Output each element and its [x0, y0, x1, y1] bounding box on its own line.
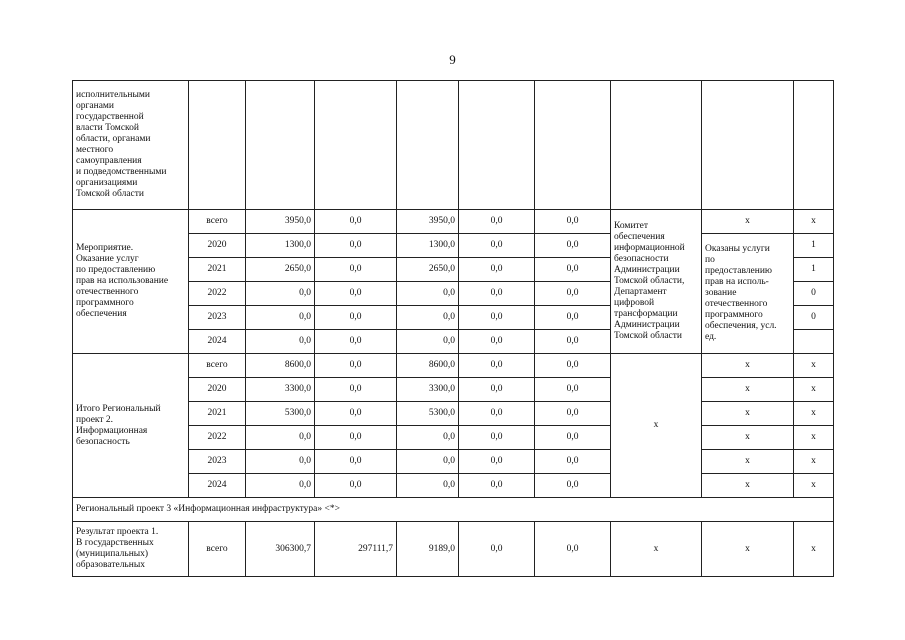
regional-cell: 5300,0 — [397, 402, 459, 426]
year-cell: 2021 — [189, 402, 246, 426]
extrabudget-cell: 0,0 — [535, 450, 611, 474]
extrabudget-cell: 0,0 — [535, 522, 611, 577]
extrabudget-cell: 0,0 — [535, 426, 611, 450]
indicator-cell: x — [702, 426, 794, 450]
indicator-value-cell: x — [794, 354, 834, 378]
regional-cell: 0,0 — [397, 306, 459, 330]
year-cell: всего — [189, 210, 246, 234]
total-cell: 0,0 — [246, 306, 315, 330]
indicator-value-cell: x — [794, 474, 834, 498]
federal-cell: 0,0 — [315, 378, 397, 402]
municipal-cell: 0,0 — [459, 258, 535, 282]
total-cell: 8600,0 — [246, 354, 315, 378]
municipal-cell: 0,0 — [459, 474, 535, 498]
total-cell: 0,0 — [246, 426, 315, 450]
federal-cell: 0,0 — [315, 354, 397, 378]
table-row — [73, 522, 834, 577]
indicator-value-cell — [794, 330, 834, 354]
indicator-value-cell: 0 — [794, 282, 834, 306]
total-cell: 3950,0 — [246, 210, 315, 234]
regional-cell: 0,0 — [397, 474, 459, 498]
program-table — [72, 80, 834, 577]
year-cell: 2023 — [189, 306, 246, 330]
year-cell: 2024 — [189, 330, 246, 354]
total-cell: 0,0 — [246, 282, 315, 306]
municipal-cell: 0,0 — [459, 450, 535, 474]
regional-cell: 3950,0 — [397, 210, 459, 234]
federal-cell: 0,0 — [315, 282, 397, 306]
indicator-cell: x — [702, 354, 794, 378]
extrabudget-cell: 0,0 — [535, 210, 611, 234]
executor-cell: x — [611, 354, 702, 498]
federal-cell: 297111,7 — [315, 522, 397, 577]
total-cell: 0,0 — [246, 474, 315, 498]
table-row — [73, 210, 834, 234]
municipal-cell: 0,0 — [459, 282, 535, 306]
empty-cell — [535, 81, 611, 210]
year-cell: 2024 — [189, 474, 246, 498]
indicator-value-cell: 1 — [794, 258, 834, 282]
table-row — [73, 354, 834, 378]
total-cell: 2650,0 — [246, 258, 315, 282]
indicator-value-cell: x — [794, 402, 834, 426]
federal-cell: 0,0 — [315, 306, 397, 330]
extrabudget-cell: 0,0 — [535, 354, 611, 378]
municipal-cell: 0,0 — [459, 234, 535, 258]
empty-cell — [702, 81, 794, 210]
executor-cell: Комитет обеспечения информационной безопасности Администрации Томской области, Департамент цифровой трансформации Администрации Томской области — [611, 210, 702, 354]
federal-cell: 0,0 — [315, 330, 397, 354]
indicator-cell: x — [702, 402, 794, 426]
federal-cell: 0,0 — [315, 210, 397, 234]
regional-cell: 0,0 — [397, 426, 459, 450]
extrabudget-cell: 0,0 — [535, 234, 611, 258]
empty-cell — [397, 81, 459, 210]
municipal-cell: 0,0 — [459, 210, 535, 234]
regional-cell: 9189,0 — [397, 522, 459, 577]
extrabudget-cell: 0,0 — [535, 258, 611, 282]
activity-title-cell: Мероприятие. Оказание услуг по предоставлению прав на использование отечественного программного обеспечения — [73, 210, 189, 354]
page-number: 9 — [449, 52, 456, 67]
extrabudget-cell: 0,0 — [535, 330, 611, 354]
extrabudget-cell: 0,0 — [535, 378, 611, 402]
total-cell: 0,0 — [246, 450, 315, 474]
empty-cell — [189, 81, 246, 210]
section-header-row — [73, 498, 834, 522]
extrabudget-cell: 0,0 — [535, 474, 611, 498]
empty-cell — [315, 81, 397, 210]
federal-cell: 0,0 — [315, 450, 397, 474]
municipal-cell: 0,0 — [459, 402, 535, 426]
year-cell: 2021 — [189, 258, 246, 282]
regional-cell: 3300,0 — [397, 378, 459, 402]
year-cell: 2020 — [189, 234, 246, 258]
year-cell: 2023 — [189, 450, 246, 474]
municipal-cell: 0,0 — [459, 354, 535, 378]
result-title-cell: Результат проекта 1. В государственных (муниципальных) образовательных — [73, 522, 189, 577]
regional-cell: 0,0 — [397, 450, 459, 474]
section-header-cell: Региональный проект 3 «Информационная инфраструктура» <*> — [73, 498, 834, 522]
indicator-value-cell: x — [794, 426, 834, 450]
indicator-value-cell: x — [794, 210, 834, 234]
total-cell: 1300,0 — [246, 234, 315, 258]
year-cell: 2020 — [189, 378, 246, 402]
empty-cell — [794, 81, 834, 210]
indicator-value-cell: x — [794, 378, 834, 402]
indicator-cell: x — [702, 378, 794, 402]
indicator-value-cell: 0 — [794, 306, 834, 330]
indicator-value-cell: x — [794, 450, 834, 474]
indicator-value-cell: 1 — [794, 234, 834, 258]
indicator-cell: x — [702, 450, 794, 474]
empty-cell — [611, 81, 702, 210]
municipal-cell: 0,0 — [459, 378, 535, 402]
regional-cell: 1300,0 — [397, 234, 459, 258]
regional-cell: 0,0 — [397, 330, 459, 354]
total-project-title-cell: Итого Региональный проект 2. Информационная безопасность — [73, 354, 189, 498]
municipal-cell: 0,0 — [459, 522, 535, 577]
year-cell: всего — [189, 354, 246, 378]
table-row — [73, 81, 834, 210]
total-cell: 3300,0 — [246, 378, 315, 402]
total-cell: 5300,0 — [246, 402, 315, 426]
executor-cell: x — [611, 522, 702, 577]
extrabudget-cell: 0,0 — [535, 402, 611, 426]
indicator-name-cell: Оказаны услуги по предоставлению прав на исполь- зование отечественного программного обеспечения, усл. ед. — [702, 234, 794, 354]
federal-cell: 0,0 — [315, 402, 397, 426]
total-cell: 0,0 — [246, 330, 315, 354]
empty-cell — [246, 81, 315, 210]
indicator-cell: x — [702, 210, 794, 234]
indicator-cell: x — [702, 474, 794, 498]
extrabudget-cell: 0,0 — [535, 282, 611, 306]
table-body — [73, 81, 834, 577]
federal-cell: 0,0 — [315, 474, 397, 498]
federal-cell: 0,0 — [315, 234, 397, 258]
municipal-cell: 0,0 — [459, 306, 535, 330]
total-cell: 306300,7 — [246, 522, 315, 577]
indicator-cell: x — [702, 522, 794, 577]
year-cell: 2022 — [189, 282, 246, 306]
year-cell: 2022 — [189, 426, 246, 450]
municipal-cell: 0,0 — [459, 426, 535, 450]
regional-cell: 2650,0 — [397, 258, 459, 282]
regional-cell: 8600,0 — [397, 354, 459, 378]
federal-cell: 0,0 — [315, 258, 397, 282]
extrabudget-cell: 0,0 — [535, 306, 611, 330]
indicator-value-cell: x — [794, 522, 834, 577]
empty-cell — [459, 81, 535, 210]
federal-cell: 0,0 — [315, 426, 397, 450]
municipal-cell: 0,0 — [459, 330, 535, 354]
continued-text-cell: исполнительными органами государственной власти Томской области, органами местного самоуправления и подведомственными организациями Томской области — [73, 81, 189, 210]
regional-cell: 0,0 — [397, 282, 459, 306]
year-cell: всего — [189, 522, 246, 577]
